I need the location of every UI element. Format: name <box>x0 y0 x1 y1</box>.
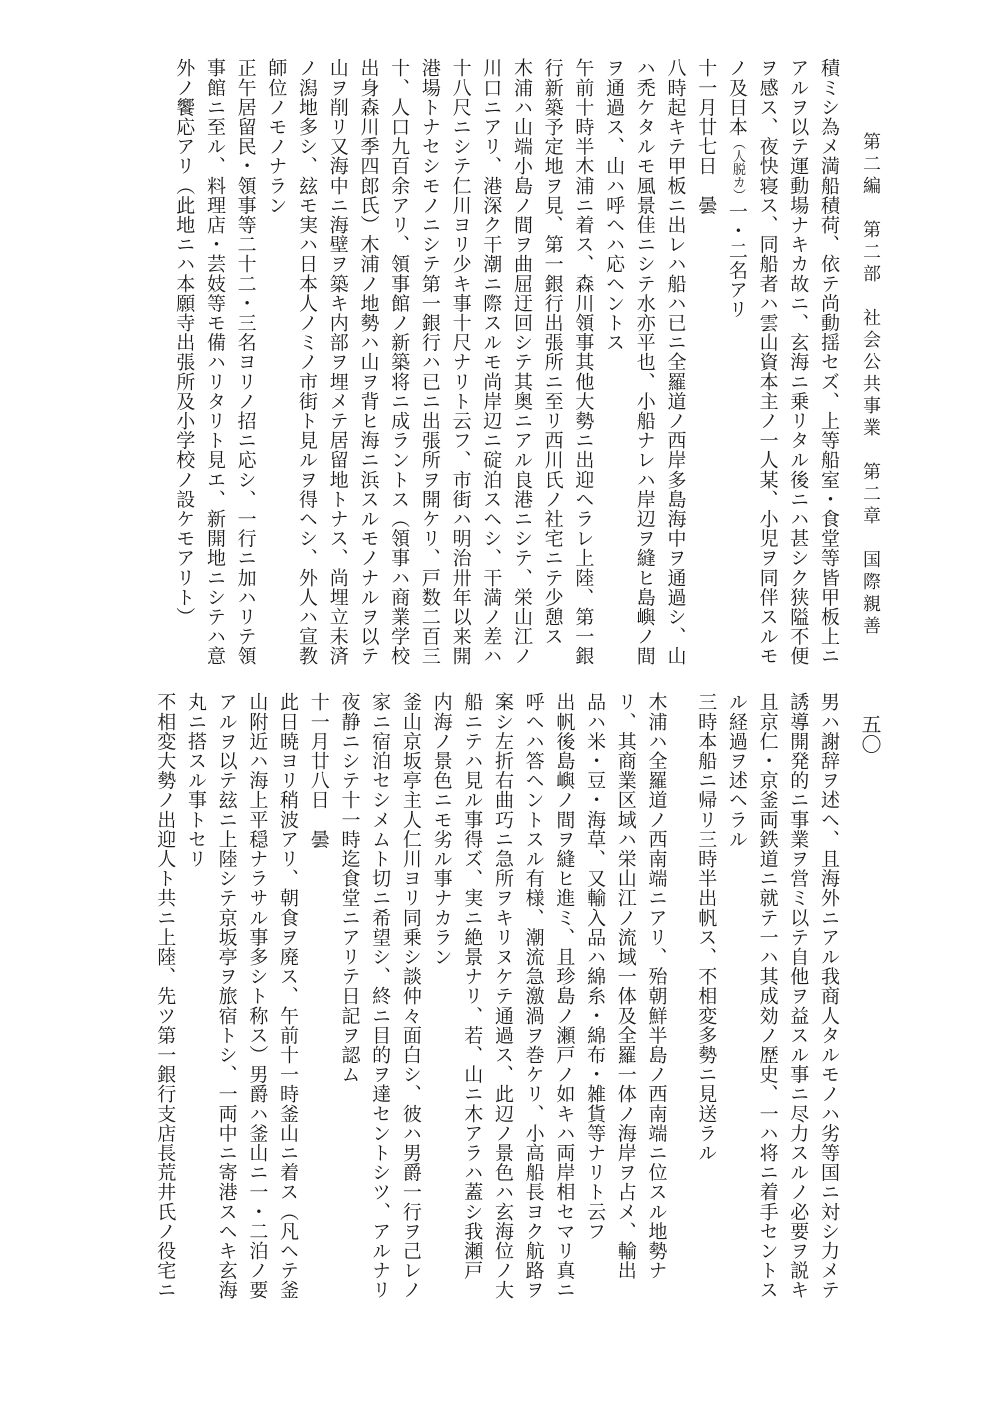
text-line: 十、人口九百余アリ、領事館ノ新築将ニ成ラントス（領事ハ商業学校 <box>388 58 411 666</box>
running-head: 第二編 第二部 社会公共事業 第二章 国際親善 <box>860 132 881 638</box>
text-line: ヲ通過ス、山ハ呼ヘハ応ヘントス <box>603 58 626 352</box>
text-line: 出身森川季四郎氏）木浦ノ地勢ハ山ヲ背ヒ海ニ浜スルモノナルヲ以テ <box>357 58 380 666</box>
text-line: 川口ニアリ、港深ク干潮ニ際スルモ尚岸辺ニ碇泊スヘシ、干満ノ差ハ <box>480 58 503 666</box>
text-line: 三時本船ニ帰リ三時半出帆ス、不相変多勢ニ見送ラル <box>695 692 718 1163</box>
text-line: 夜静ニシテ十一時迄食堂ニアリテ日記ヲ認ム <box>338 692 361 1084</box>
text-line: 此日暁ヨリ稍波アリ、朝食ヲ廃ス、午前十一時釜山ニ着ス（凡ヘテ釜 <box>277 692 300 1300</box>
text-line: ノ潟地多シ、玆モ実ハ日本人ノミノ市街ト見ルヲ得ヘシ、外人ハ宣教 <box>296 58 319 666</box>
editorial-note: （人脱カ） <box>729 136 745 202</box>
text-line: 八時起キテ甲板ニ出レハ船ハ已ニ全羅道ノ西岸多島海中ヲ通過シ、山 <box>664 58 687 666</box>
text-line: ル経過ヲ述ヘラル <box>725 692 748 849</box>
text-line: 木浦ハ山端小島ノ間ヲ曲屈迂回シテ其奥ニアル良港ニシテ、栄山江ノ <box>510 58 533 666</box>
text-line: 家ニ宿泊セシメムト切ニ希望シ、終ニ目的ヲ達セントシツ、アルナリ <box>369 692 392 1300</box>
text-line: ヲ感ス、夜快寝ス、同船者ハ雲山資本主ノ一人某、小児ヲ同伴スルモ <box>756 58 779 666</box>
text-line: 事館ニ至ル、料理店・芸妓等モ備ハリタリト見エ、新開地ニシテハ意 <box>203 58 226 666</box>
text-line: 出帆後島嶼ノ間ヲ縫ヒ進ミ、且珍島ノ瀬戸ノ如キハ両岸相セマリ真ニ <box>553 692 576 1300</box>
text-line: 師位ノモノナラン <box>265 58 288 215</box>
text-line: アルヲ以テ運動場ナキカ故ニ、玄海ニ乗リタル後ニハ甚シク狭隘不便 <box>787 58 810 666</box>
lower-text-block <box>44 692 844 1342</box>
text-line: リ、其商業区域ハ栄山江ノ流域一体及全羅一体ノ海岸ヲ占メ、輸出 <box>614 692 637 1280</box>
text-line: 午前十時半木浦ニ着ス、森川領事其他大勢ニ出迎ヘラレ上陸、第一銀 <box>572 58 595 666</box>
text-line: 木浦ハ全羅道ノ西南端ニアリ、殆朝鮮半島ノ西南端ニ位スル地勢ナ <box>645 692 668 1280</box>
text-line-part: ノ及日本 <box>725 58 748 137</box>
upper-text-block <box>44 58 844 668</box>
page-number: 五〇 <box>858 714 882 754</box>
text-line: 船ニテハ見ル事得ズ、実ニ絶景ナリ、若、山ニ木アラハ蓋シ我瀬戸 <box>461 692 484 1280</box>
text-line: 十八尺ニシテ仁川ヨリ少キ事十尺ナリト云フ、市街ハ明治卅年以来開 <box>449 58 472 666</box>
text-line: 外ノ饗応アリ（此地ニハ本願寺出張所及小学校ノ設ケモアリト） <box>173 58 196 627</box>
text-line: 且京仁・京釜両鉄道ニ就テ一ハ其成効ノ歴史、一ハ将ニ着手セントス <box>756 692 779 1300</box>
text-line-part: 一・二名アリ <box>725 201 748 320</box>
text-line: 十一月廿七日 曇 <box>695 58 718 215</box>
text-line: アルヲ以テ玆ニ上陸シテ京坂亭ヲ旅宿トシ、一両中ニ寄港スヘキ玄海 <box>215 692 238 1300</box>
text-line: 案シ左折右曲巧ニ急所ヲキリヌケテ通過ス、此辺ノ景色ハ玄海位ノ大 <box>491 692 514 1300</box>
text-line: 丸ニ搭スル事トセリ <box>184 692 207 869</box>
text-line: 十一月廿八日 曇 <box>307 692 330 849</box>
text-line: 品ハ米・豆・海草、又輸入品ハ綿糸・綿布・雑貨等ナリト云フ <box>584 692 607 1241</box>
text-line: 行新築予定地ヲ見、第一銀行出張所ニ至リ西川氏ノ社宅ニテ少憩ス <box>541 58 564 646</box>
text-line: 男ハ謝辞ヲ述ヘ、且海外ニアル我商人タルモノハ劣等国ニ対シ力メテ <box>818 692 840 1300</box>
text-line: 港場トナセシモノニシテ第一銀行ハ已ニ出張所ヲ開ケリ、戸数二百三 <box>418 58 441 666</box>
text-line: 山附近ハ海上平穏ナラサル事多シト称ス）男爵ハ釜山ニ一・二泊ノ要 <box>246 692 269 1300</box>
text-line: 呼ヘハ答ヘントスル有様、潮流急激渦ヲ巻ケリ、小高船長ヨク航路ヲ <box>522 692 545 1300</box>
text-line: 内海ノ景色ニモ劣ル事ナカラン <box>430 692 453 967</box>
text-line: 山ヲ削リ又海中ニ海壁ヲ築キ内部ヲ埋メテ居留地トナス、尚埋立未済 <box>326 58 349 666</box>
text-line: 不相変大勢ノ出迎人ト共ニ上陸、先ツ第一銀行支店長荒井氏ノ役宅ニ <box>154 692 177 1300</box>
text-line: 積ミシ為メ満船積荷、依テ尚動揺セズ、上等船室・食堂等皆甲板上ニ <box>818 58 840 666</box>
text-line: 誘導開発的ニ事業ヲ営ミ以テ自他ヲ益スル事ニ尽力スルノ必要ヲ説キ <box>787 692 810 1300</box>
text-line: 釜山京坂亭主人仁川ヨリ同乗シ談仲々面白シ、彼ハ男爵一行ヲ己レノ <box>399 692 422 1300</box>
text-line <box>721 58 752 668</box>
text-line: ハ禿ケタルモ風景佳ニシテ水亦平也、小船ナレハ岸辺ヲ縫ヒ島嶼ノ間 <box>633 58 656 666</box>
text-line: 正午居留民・領事等二十二・三名ヨリノ招ニ応シ、一行ニ加ハリテ領 <box>234 58 257 666</box>
